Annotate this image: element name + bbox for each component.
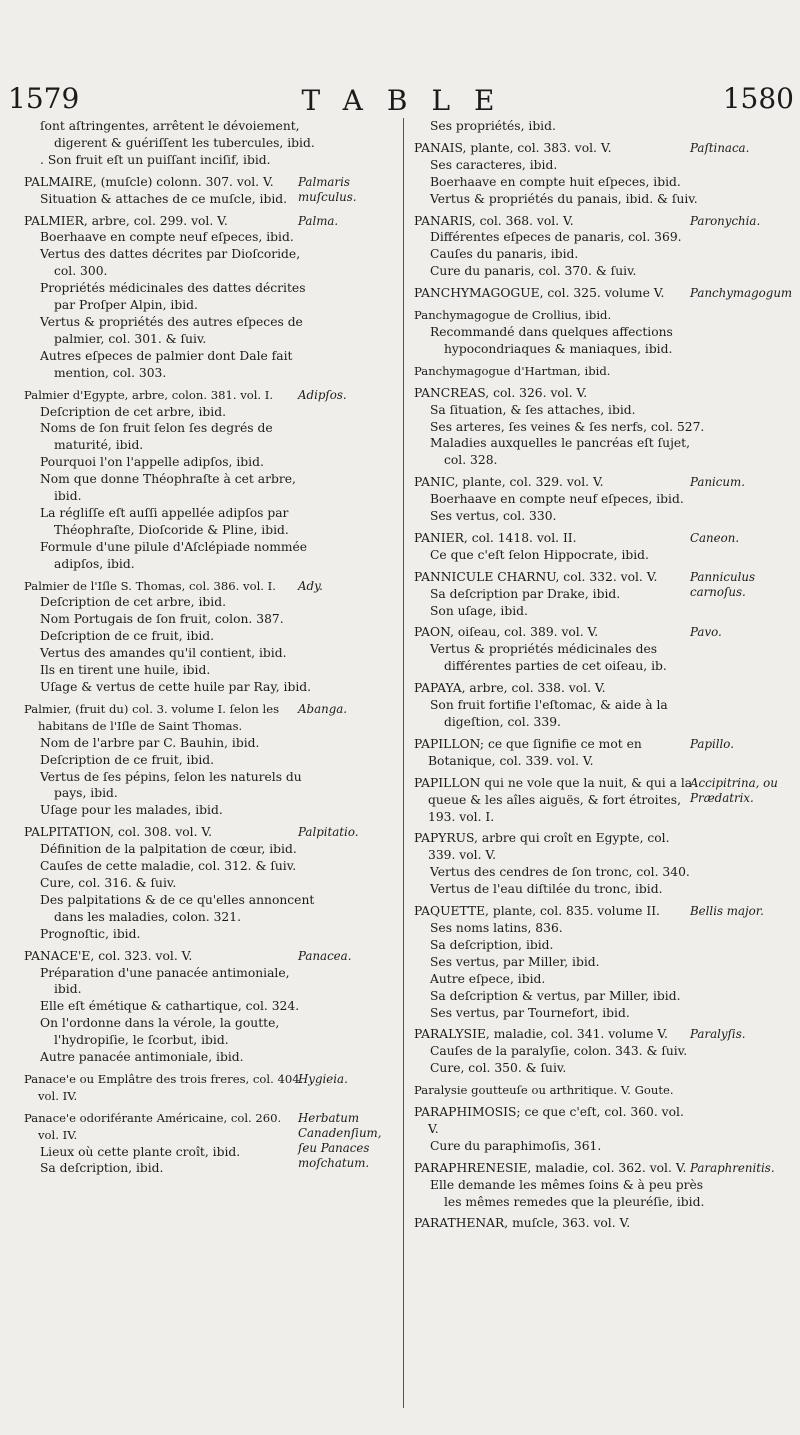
index-entry bbox=[414, 547, 794, 564]
entry-text: Cure, col. 316. & ſuiv. bbox=[40, 875, 177, 890]
latin-name: Paraphrenitis. bbox=[690, 1160, 775, 1175]
index-entry bbox=[24, 404, 396, 421]
index-entry bbox=[414, 624, 794, 641]
entry-text: Cauſes de cette maladie, col. 312. & ſuiv. bbox=[40, 859, 297, 874]
index-entry bbox=[24, 152, 396, 169]
entry-text: PARALYSIE, maladie, col. 341. volume V. bbox=[414, 1027, 668, 1042]
index-entry bbox=[24, 454, 396, 471]
entry-text: Vertus & propriétés des autres eſpeces de palmier, col. 301. & ſuiv. bbox=[40, 314, 303, 346]
entry-text: Nom de l'arbre par C. Bauhin, ibid. bbox=[40, 735, 260, 750]
entry-text: Deſcription de cet arbre, ibid. bbox=[40, 404, 227, 419]
entry-text: Vertus & propriétés du panais, ibid. & ſuiv. bbox=[430, 191, 698, 206]
entry-text: PAPILLON qui ne vole que la nuit, & qui a la queue & les aîles aiguës, & fort étroites, 193. vol. I. bbox=[414, 775, 693, 824]
entry-text: Ils en tirent une huile, ibid. bbox=[40, 663, 211, 678]
index-entry bbox=[414, 697, 794, 731]
entry-text: Panchymagogue de Crollius, ibid. bbox=[414, 308, 612, 323]
index-entry bbox=[24, 1160, 396, 1177]
index-entry bbox=[414, 402, 794, 419]
entry-text: Ses vertus, par Miller, ibid. bbox=[430, 954, 600, 969]
entry-text: Préparation d'une panacée antimoniale, ibid. bbox=[40, 965, 290, 997]
index-entry bbox=[24, 998, 396, 1015]
index-entry bbox=[414, 191, 794, 208]
index-entry bbox=[414, 324, 794, 358]
latin-name: Panchymagogum bbox=[690, 286, 793, 301]
entry-text: Palmier, (fruit du) col. 3. volume I. ſelon les habitans de l'Iſle de Saint Thomas. bbox=[24, 701, 280, 733]
index-entry bbox=[414, 419, 794, 436]
entry-text: Sa deſcription, ibid. bbox=[430, 937, 554, 952]
right-column bbox=[414, 118, 794, 1232]
index-entry bbox=[414, 920, 794, 937]
entry-text: Lieux où cette plante croît, ibid. bbox=[40, 1144, 241, 1159]
index-entry bbox=[414, 140, 794, 157]
entry-text: Sa deſcription & vertus, par Miller, ibid. bbox=[430, 988, 681, 1003]
index-entry bbox=[24, 628, 396, 645]
entry-text: Boerhaave en compte neuf eſpeces, ibid. bbox=[40, 230, 294, 245]
entry-text: PARATHENAR, muſcle, 363. vol. V. bbox=[414, 1216, 631, 1231]
latin-name: Adipſos. bbox=[298, 387, 347, 402]
entry-text: Situation & attaches de ce muſcle, ibid. bbox=[40, 191, 288, 206]
index-entry bbox=[414, 988, 794, 1005]
index-entry bbox=[414, 903, 794, 920]
index-entry bbox=[24, 118, 396, 152]
index-entry bbox=[24, 213, 396, 230]
entry-text: Vertus & propriétés médicinales des différentes parties de cet oiſeau, ib. bbox=[430, 642, 667, 674]
entry-text: La régliſſe eſt auſſi appellée adipſos par Théophraſte, Dioſcoride & Pline, ibid. bbox=[40, 505, 289, 537]
entry-text: Vertus de ſes pépins, ſelon les naturels du pays, ibid. bbox=[40, 769, 302, 801]
entry-text: Elle eſt émétique & cathartique, col. 324. bbox=[40, 999, 300, 1014]
entry-text: PANARIS, col. 368. vol. V. bbox=[414, 213, 574, 228]
entry-text: Ses caracteres, ibid. bbox=[430, 157, 558, 172]
entry-text: Nom Portugais de ſon fruit, colon. 387. bbox=[40, 612, 284, 627]
entry-text: Cure, col. 350. & ſuiv. bbox=[430, 1061, 567, 1076]
index-entry bbox=[414, 1138, 794, 1155]
latin-name: Herbatum Canadenſium, ſeu Panaces moſchatum. bbox=[298, 1110, 382, 1170]
entry-text: Boerhaave en compte neuf eſpeces, ibid. bbox=[430, 492, 684, 507]
left-column bbox=[24, 118, 396, 1177]
index-entry bbox=[414, 1177, 794, 1211]
index-entry bbox=[414, 307, 794, 324]
latin-name: Accipitrina, ou Prædatrix. bbox=[690, 775, 778, 805]
entry-text: Uſage pour les malades, ibid. bbox=[40, 803, 223, 818]
latin-name: Paronychia. bbox=[690, 213, 761, 228]
index-entry bbox=[24, 420, 396, 454]
index-entry bbox=[414, 1005, 794, 1022]
entry-text: Uſage & vertus de cette huile par Ray, ibid. bbox=[40, 680, 312, 694]
index-entry bbox=[24, 735, 396, 752]
entry-text: Propriétés médicinales des dattes décrites par Proſper Alpin, ibid. bbox=[40, 281, 306, 313]
entry-text: PAON, oiſeau, col. 389. vol. V. bbox=[414, 625, 599, 640]
index-entry bbox=[414, 263, 794, 280]
entry-text: Définition de la palpitation de cœur, ibid. bbox=[40, 842, 297, 857]
entry-text: Ce que c'eſt ſelon Hippocrate, ibid. bbox=[430, 547, 649, 562]
index-entry bbox=[414, 474, 794, 491]
entry-text: Panchymagogue d'Hartman, ibid. bbox=[414, 363, 611, 378]
column-rule bbox=[403, 118, 404, 1408]
latin-name: Palma. bbox=[298, 213, 339, 228]
index-entry bbox=[414, 508, 794, 525]
entry-text: Maladies auxquelles le pancréas eſt ſujet, col. 328. bbox=[430, 436, 691, 468]
index-entry bbox=[414, 586, 794, 603]
index-entry bbox=[24, 229, 396, 246]
index-entry bbox=[414, 954, 794, 971]
index-entry bbox=[414, 864, 794, 881]
index-entry bbox=[414, 775, 794, 826]
entry-text: Ses noms latins, 836. bbox=[430, 920, 563, 935]
latin-name: Abanga. bbox=[298, 701, 348, 716]
index-entry bbox=[24, 471, 396, 505]
index-entry bbox=[414, 213, 794, 230]
index-entry bbox=[24, 679, 396, 696]
entry-text: Des palpitations & de ce qu'elles annoncent dans les maladies, colon. 321. bbox=[40, 892, 315, 924]
index-entry bbox=[414, 1060, 794, 1077]
entry-text: Vertus des dattes décrites par Dioſcoride, col. 300. bbox=[40, 247, 301, 279]
index-entry bbox=[24, 594, 396, 611]
latin-name: Bellis major. bbox=[690, 904, 764, 919]
index-entry bbox=[414, 1026, 794, 1043]
latin-name: Palpitatio. bbox=[298, 825, 359, 840]
entry-text: PANIER, col. 1418. vol. II. bbox=[414, 530, 577, 545]
index-entry bbox=[24, 841, 396, 858]
index-entry bbox=[414, 285, 794, 302]
entry-text: Formule d'une pilule d'Aſclépiade nommée adipſos, ibid. bbox=[40, 539, 308, 571]
entry-text: PAPILLON; ce que ſignifie ce mot en Botanique, col. 339. vol. V. bbox=[414, 736, 642, 768]
index-entry bbox=[414, 680, 794, 697]
latin-name: Papillo. bbox=[690, 736, 734, 751]
latin-name: Paſtinaca. bbox=[690, 140, 750, 155]
index-entry bbox=[24, 645, 396, 662]
index-entry bbox=[24, 701, 396, 735]
index-entry bbox=[414, 736, 794, 770]
entry-text: Cure du panaris, col. 370. & ſuiv. bbox=[430, 264, 637, 279]
index-entry bbox=[24, 948, 396, 965]
index-entry bbox=[24, 348, 396, 382]
entry-text: Palmier de l'Iſle S. Thomas, col. 386. vol. I. bbox=[24, 578, 276, 593]
entry-text: PARAPHIMOSIS; ce que c'eſt, col. 360. vol. V. bbox=[414, 1105, 684, 1136]
entry-text: Ses arteres, ſes veines & ſes nerfs, col. 527. bbox=[430, 419, 705, 434]
entry-text: Prognoſtic, ibid. bbox=[40, 926, 141, 941]
entry-text: PALPITATION, col. 308. vol. V. bbox=[24, 825, 213, 840]
entry-text: Nom que donne Théophraſte à cet arbre, ibid. bbox=[40, 472, 296, 504]
latin-name: Panicum. bbox=[690, 475, 745, 490]
index-entry bbox=[414, 363, 794, 380]
entry-text: Cauſes de la paralyſie, colon. 343. & ſuiv. bbox=[430, 1044, 688, 1059]
index-entry bbox=[24, 191, 396, 208]
entry-text: Elle demande les mêmes ſoins & à peu près les mêmes remedes que la pleuréſie, ibid. bbox=[430, 1177, 705, 1209]
entry-text: Ses vertus, col. 330. bbox=[430, 509, 557, 524]
entry-text: PANCHYMAGOGUE, col. 325. volume V. bbox=[414, 286, 665, 301]
index-entry bbox=[24, 802, 396, 819]
entry-text: Sa ſituation, & ſes attaches, ibid. bbox=[430, 402, 636, 417]
latin-name: Panniculus carnoſus. bbox=[690, 569, 756, 599]
latin-name: Pavo. bbox=[690, 625, 722, 640]
index-entry bbox=[24, 892, 396, 926]
entry-text: Palmier d'Egypte, arbre, colon. 381. vol. I. bbox=[24, 387, 274, 402]
entry-text: Autre eſpece, ibid. bbox=[430, 971, 546, 986]
index-entry bbox=[414, 246, 794, 263]
entry-text: Boerhaave en compte huit eſpeces, ibid. bbox=[430, 174, 681, 189]
index-entry bbox=[414, 1215, 794, 1232]
index-entry bbox=[24, 387, 396, 404]
entry-text: Son uſage, ibid. bbox=[430, 603, 528, 618]
entry-text: PANIC, plante, col. 329. vol. V. bbox=[414, 475, 604, 490]
entry-text: Deſcription de ce fruit, ibid. bbox=[40, 629, 215, 644]
index-entry bbox=[24, 505, 396, 539]
entry-text: Sa deſcription, ibid. bbox=[40, 1161, 164, 1176]
index-entry bbox=[414, 1043, 794, 1060]
index-entry bbox=[414, 491, 794, 508]
entry-text: PANAIS, plante, col. 383. vol. V. bbox=[414, 140, 612, 155]
index-entry bbox=[24, 578, 396, 595]
entry-text: Cauſes du panaris, ibid. bbox=[430, 247, 579, 262]
entry-text: Vertus des cendres de ſon tronc, col. 340. bbox=[430, 865, 690, 880]
page-title: TABLE bbox=[301, 84, 519, 117]
entry-text: Sa deſcription par Drake, ibid. bbox=[430, 586, 621, 601]
entry-text: Panace'e odoriférante Américaine, col. 260. vol. IV. bbox=[24, 1110, 282, 1142]
entry-text: PALMIER, arbre, col. 299. vol. V. bbox=[24, 213, 228, 228]
index-entry bbox=[414, 530, 794, 547]
entry-text: PANACE'E, col. 323. vol. V. bbox=[24, 948, 193, 963]
index-entry bbox=[414, 937, 794, 954]
entry-text: ſont aſtringentes, arrêtent le dévoiement, digerent & guériſſent les tubercules, ibid. bbox=[40, 119, 315, 150]
entry-text: . Son fruit eſt un puiſſant inciſif, ibid. bbox=[40, 152, 271, 167]
entry-text: Ses vertus, par Tournefort, ibid. bbox=[430, 1005, 630, 1020]
entry-text: Différentes eſpeces de panaris, col. 369. bbox=[430, 230, 682, 245]
index-entry bbox=[24, 858, 396, 875]
index-entry bbox=[414, 1160, 794, 1177]
index-entry bbox=[414, 385, 794, 402]
index-entry bbox=[24, 875, 396, 892]
entry-text: Deſcription de cet arbre, ibid. bbox=[40, 595, 227, 610]
entry-text: Noms de ſon fruit ſelon ſes degrés de maturité, ibid. bbox=[40, 421, 273, 453]
entry-text: Autres eſpeces de palmier dont Dale fait mention, col. 303. bbox=[40, 348, 293, 380]
index-entry bbox=[414, 881, 794, 898]
entry-text: Son fruit fortifie l'eſtomac, & aide à la digeſtion, col. 339. bbox=[430, 698, 668, 729]
index-entry bbox=[24, 314, 396, 348]
entry-text: Deſcription de ce fruit, ibid. bbox=[40, 752, 215, 767]
index-entry bbox=[414, 1082, 794, 1099]
index-entry bbox=[414, 641, 794, 675]
entry-text: Autre panacée antimoniale, ibid. bbox=[40, 1050, 244, 1065]
entry-text: Cure du paraphimoſis, 361. bbox=[430, 1138, 602, 1153]
index-entry bbox=[414, 603, 794, 620]
entry-text: Paralysie goutteuſe ou arthritique. V. Goute. bbox=[414, 1083, 674, 1098]
index-entry bbox=[24, 769, 396, 803]
index-entry bbox=[24, 246, 396, 280]
index-entry bbox=[414, 118, 794, 135]
index-entry bbox=[24, 1049, 396, 1066]
latin-name: Caneon. bbox=[690, 530, 740, 545]
latin-name: Panacea. bbox=[298, 948, 352, 963]
entry-text: PALMAIRE, (muſcle) colonn. 307. vol. V. bbox=[24, 174, 274, 189]
index-entry bbox=[24, 539, 396, 573]
index-entry bbox=[24, 926, 396, 943]
page-header bbox=[0, 82, 800, 122]
index-entry bbox=[414, 174, 794, 191]
page-number-right: 1580 bbox=[722, 82, 794, 115]
latin-name: Paralyſis. bbox=[690, 1027, 746, 1042]
index-entry bbox=[24, 965, 396, 999]
entry-text: Pourquoi l'on l'appelle adipſos, ibid. bbox=[40, 455, 264, 470]
entry-text: On l'ordonne dans la vérole, la goutte, l'hydropiſie, le ſcorbut, ibid. bbox=[40, 1016, 280, 1048]
index-entry bbox=[414, 830, 794, 864]
index-entry bbox=[24, 752, 396, 769]
entry-text: PAPAYA, arbre, col. 338. vol. V. bbox=[414, 681, 606, 696]
entry-text: Panace'e ou Emplâtre des trois freres, col. 404. vol. IV. bbox=[24, 1071, 304, 1103]
entry-text: PANNICULE CHARNU, col. 332. vol. V. bbox=[414, 569, 658, 584]
index-entry bbox=[24, 280, 396, 314]
index-entry bbox=[414, 971, 794, 988]
entry-text: PAQUETTE, plante, col. 835. volume II. bbox=[414, 904, 660, 919]
page-number-left: 1579 bbox=[8, 82, 80, 115]
entry-text: Ses propriétés, ibid. bbox=[430, 119, 556, 133]
index-entry bbox=[414, 435, 794, 469]
entry-text: PANCREAS, col. 326. vol. V. bbox=[414, 385, 588, 400]
entry-text: Vertus des amandes qu'il contient, ibid. bbox=[40, 646, 287, 661]
entry-text: Recommandé dans quelques affections hypocondriaques & maniaques, ibid. bbox=[430, 324, 673, 356]
index-entry bbox=[414, 157, 794, 174]
latin-name: Palmaris muſculus. bbox=[298, 174, 357, 204]
entry-text: PAPYRUS, arbre qui croît en Egypte, col. 339. vol. V. bbox=[414, 831, 670, 863]
latin-name: Ady. bbox=[298, 578, 323, 593]
index-entry bbox=[24, 824, 396, 841]
entry-text: Vertus de l'eau diſtilée du tronc, ibid. bbox=[430, 882, 663, 897]
index-entry bbox=[24, 611, 396, 628]
index-entry bbox=[24, 1015, 396, 1049]
index-entry bbox=[24, 1144, 396, 1161]
index-entry bbox=[24, 662, 396, 679]
index-entry bbox=[414, 1104, 794, 1138]
latin-name: Hygieia. bbox=[298, 1071, 348, 1086]
index-entry bbox=[414, 229, 794, 246]
index-entry bbox=[24, 1071, 396, 1105]
entry-text: PARAPHRENESIE, maladie, col. 362. vol. V. bbox=[414, 1160, 687, 1175]
